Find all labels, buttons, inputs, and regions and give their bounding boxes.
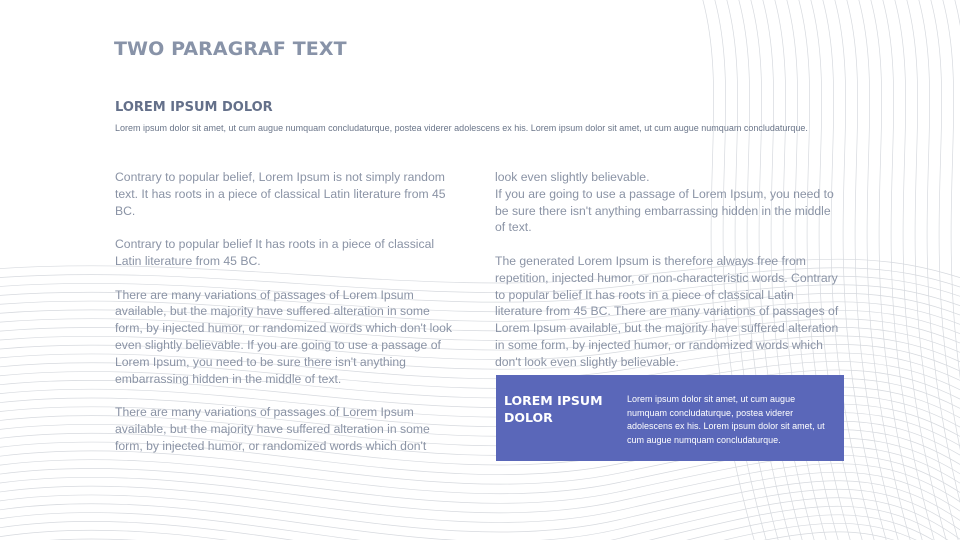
callout-heading: LOREM IPSUM DOLOR [504, 393, 603, 425]
callout-box [496, 375, 844, 461]
left-text-column [115, 169, 455, 471]
intro-text: Lorem ipsum dolor sit amet, ut cum augue numquam concludaturque, postea viderer adolescens ex his. Lorem ipsum dolor sit amet, ut cum augue numquam concludaturque. [115, 123, 808, 133]
right-paragraph-1: look even slightly believable. If you are going to use a passage of Lorem Ipsum, you need to be sure there isn't anything embarrassing hidden in the middle of text. [495, 170, 834, 235]
left-paragraph-4: There are many variations of passages of Lorem Ipsum available, but the majority have suffered alteration in some form, by injected humor, or randomized words which don't [115, 405, 430, 453]
left-paragraph-3: There are many variations of passages of Lorem Ipsum available, but the majority have suffered alteration in some form, by injected humor, or randomized words which don't look even slightly believable. If you are going to use a passage of Lorem Ipsum, you need to be sure there isn't anything embarrassing hidden in the middle of text. [115, 287, 452, 386]
callout-text: Lorem ipsum dolor sit amet, ut cum augue numquam concludaturque, postea viderer adolescens ex his. Lorem ipsum dolor sit amet, ut cum augue numquam concludaturque. [627, 394, 825, 445]
left-paragraph-1: Contrary to popular belief, Lorem Ipsum is not simply random text. It has roots in a piece of classical Latin literature from 45 BC. [115, 170, 446, 218]
right-paragraph-2: The generated Lorem Ipsum is therefore always free from repetition, injected humor, or non-characteristic words. Contrary to popular belief It has roots in a piece of classical Latin literature from 45 BC. There are many variations of passages of Lorem Ipsum available, but the majority have suffered alteration in some form, by injected humor, or randomized words which don't look even slightly believable. [495, 253, 839, 369]
sub-heading: LOREM IPSUM DOLOR [115, 100, 273, 115]
right-text-column [495, 169, 840, 387]
left-paragraph-2: Contrary to popular belief It has roots in a piece of classical Latin literature from 45 BC. [115, 237, 435, 268]
slide-title: TWO PARAGRAF TEXT [114, 38, 347, 60]
